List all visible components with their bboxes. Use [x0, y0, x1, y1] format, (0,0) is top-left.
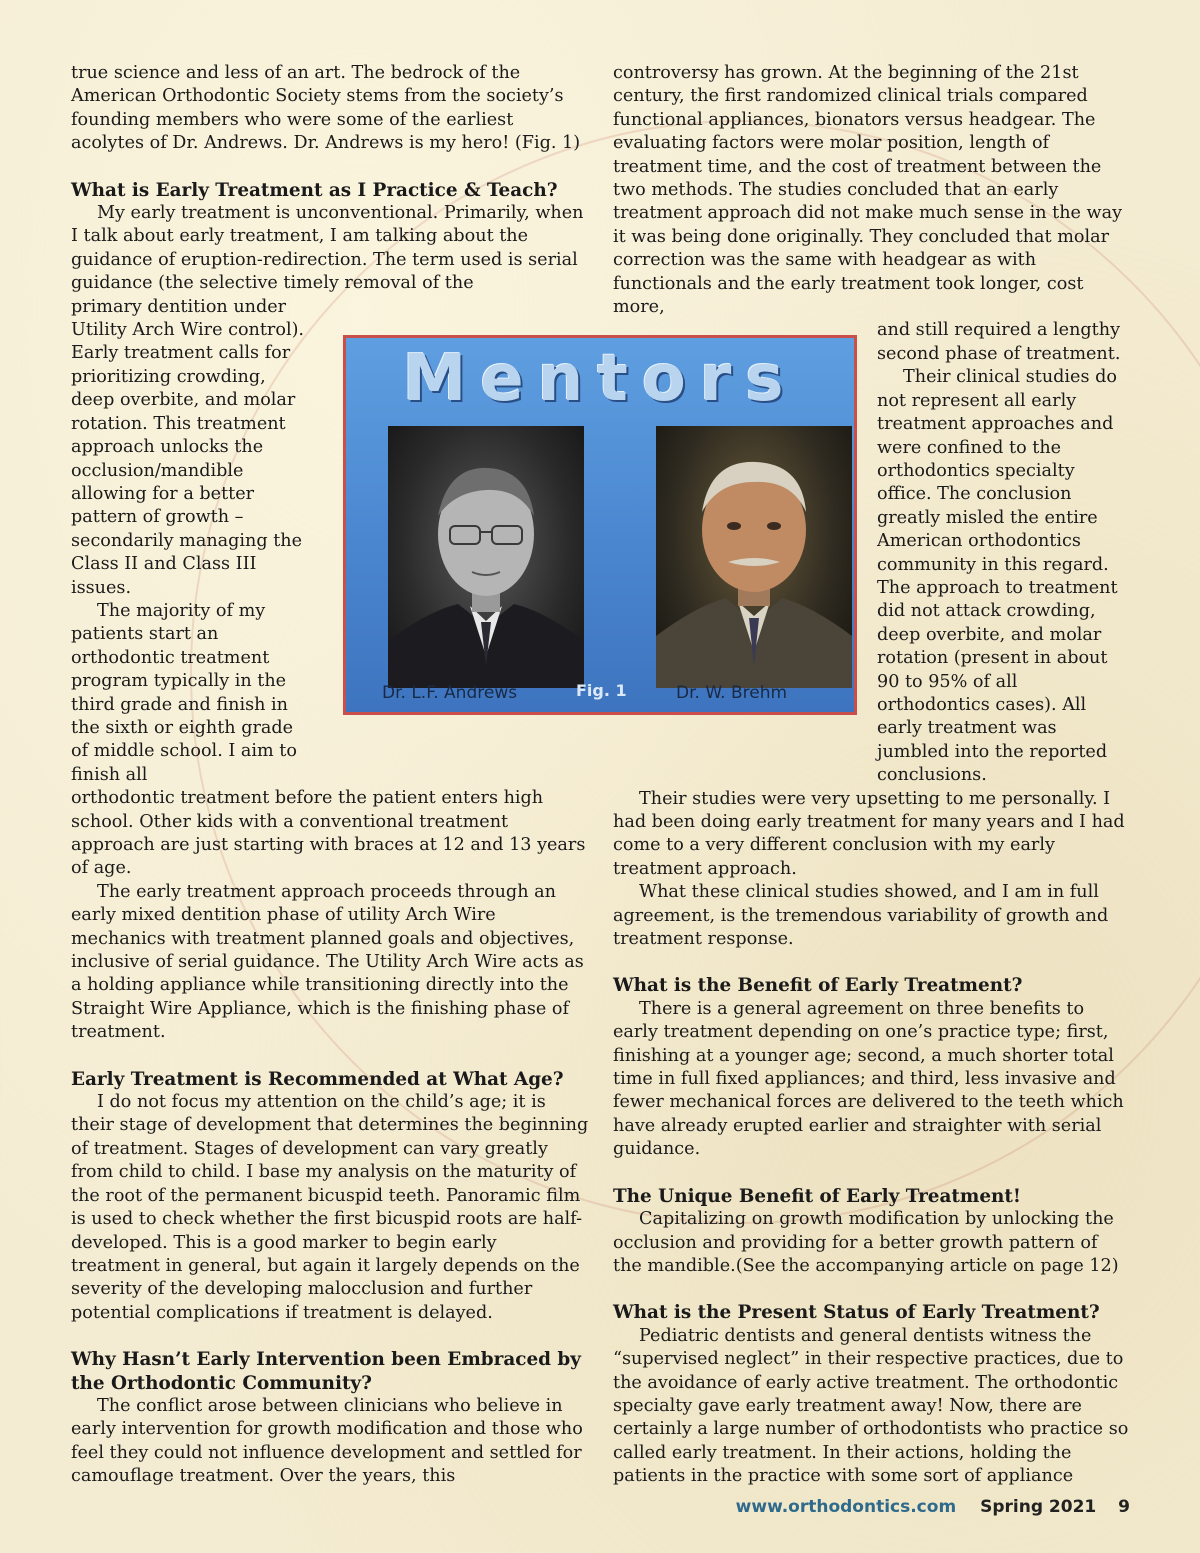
section-heading: What is the Benefit of Early Treatment?	[613, 975, 1023, 997]
section-heading: The Unique Benefit of Early Treatment!	[613, 1185, 1021, 1207]
page-footer	[736, 1497, 1130, 1517]
section-heading: Early Treatment is Recommended at What Age?	[71, 1068, 564, 1090]
paragraph: The majority of my patients start an orthodontic treatment program typically in the third grade and finish in the sixth or eighth grade of middle school. I aim to finish all	[71, 600, 297, 785]
figure-caption-left: Dr. L.F. Andrews	[382, 683, 518, 703]
paragraph: orthodontic treatment before the patient enters high school. Other kids with a conventional treatment approach are just starting with braces at 12 and 13 years of age.	[71, 788, 586, 879]
paragraph: I do not focus my attention on the child’s age; it is their stage of development that determines the beginning of treatment. Stages of development can vary greatly from child to child. I base my analysis on the maturity of the root of the permanent bicuspid teeth. Panoramic film is used to check whether the first bicuspid roots are half-developed. This is a good marker to begin early treatment in general, but again it largely depends on the severity of the developing malocclusion and further potential complications if treatment is delayed.	[71, 1092, 589, 1323]
section-heading: What is the Present Status of Early Treatment?	[613, 1302, 1100, 1324]
paragraph: Capitalizing on growth modification by unlocking the occlusion and providing for a better growth pattern of the mandible.(See the accompanying article on page 12)	[613, 1209, 1119, 1276]
paragraph: The conflict arose between clinicians who believe in early intervention for growth modification and those who feel they could not influence development and settled for camouflage treatment. Over the years, this	[71, 1395, 583, 1487]
website-link[interactable]: www.orthodontics.com	[735, 1497, 957, 1517]
figure-mentors	[343, 335, 857, 715]
paragraph: Their clinical studies do not represent all early treatment approaches and were confined to the orthodontics specialty office. The conclusion greatly misled the entire American orthodontics community in this regard. The approach to treatment did not attack crowding, deep overbite, and molar rotation (present in about 90 to 95% of all orthodontics cases). All early treatment was jumbled into the reported conclusions.	[877, 367, 1118, 786]
figure-caption-right: Dr. W. Brehm	[676, 683, 788, 703]
paragraph: My early treatment is unconventional. Primarily, when I talk about early treatment, I am talking about the guidance of eruption-redirection. The term used is serial guidance (the selective timely removal of the	[71, 203, 584, 294]
paragraph: controversy has grown. At the beginning of the 21st century, the first randomized clinical trials compared functional appliances, bionators versus headgear. The evaluating factors were molar position, length of treatment time, and the cost of treatment between the two methods. The studies concluded that an early treatment approach did not make much sense in the way it was being done originally. They concluded that molar correction was the same with headgear as with functionals and the early treatment took longer, cost more,	[613, 63, 1123, 318]
paragraph: primary dentition under Utility Arch Wire control). Early treatment calls for prioritizing crowding, deep overbite, and molar rotation. This treatment approach unlocks the occlusion/mandible allowing for a better pattern of growth – secondarily managing the Class II and Class III issues.	[71, 296, 305, 598]
figure-label: Fig. 1	[576, 681, 627, 700]
portrait-photo-icon	[656, 426, 852, 688]
paragraph: Their studies were very upsetting to me personally. I had been doing early treatment for many years and I had come to a very different conclusion with my early treatment approach.	[613, 788, 1125, 879]
page-number: 9	[1118, 1497, 1130, 1517]
figure-title: Mentors	[402, 342, 798, 416]
paragraph: Pediatric dentists and general dentists witness the “supervised neglect” in their respective practices, due to the avoidance of early active treatment. The orthodontic specialty gave early treatment away! Now, there are certainly a large number of orthodontists who practice so called early treatment. In their actions, holding the patients in the practice with some sort of appliance	[613, 1325, 1129, 1487]
paragraph: There is a general agreement on three benefits to early treatment depending on one’s practice type; first, finishing at a younger age; second, a much shorter total time in full fixed appliances; and third, less invasive and fewer mechanical forces are delivered to the teeth which have already erupted earlier and straighter with serial guidance.	[613, 998, 1124, 1160]
paragraph: The early treatment approach proceeds through an early mixed dentition phase of utility Arch Wire mechanics with treatment planned goals and objectives, inclusive of serial guidance. The Utility Arch Wire acts as a holding appliance while transitioning directly into the Straight Wire Appliance, which is the finishing phase of treatment.	[71, 881, 584, 1043]
section-heading: What is Early Treatment as I Practice & Teach?	[71, 179, 558, 201]
left-column	[71, 62, 589, 1489]
paragraph: What these clinical studies showed, and I am in full agreement, is the tremendous variability of growth and treatment response.	[613, 882, 1109, 950]
right-column	[613, 62, 1131, 1489]
paragraph: true science and less of an art. The bedrock of the American Orthodontic Society stems from the society’s founding members who were some of the earliest acolytes of Dr. Andrews. Dr. Andrews is my hero! (Fig. 1)	[71, 63, 581, 154]
issue-label: Spring 2021	[980, 1497, 1097, 1517]
section-heading: Why Hasn’t Early Intervention been Embraced by the Orthodontic Community?	[71, 1349, 581, 1394]
paragraph: and still required a lengthy second phase of treatment.	[877, 320, 1121, 364]
portrait-photo-icon	[388, 426, 584, 688]
